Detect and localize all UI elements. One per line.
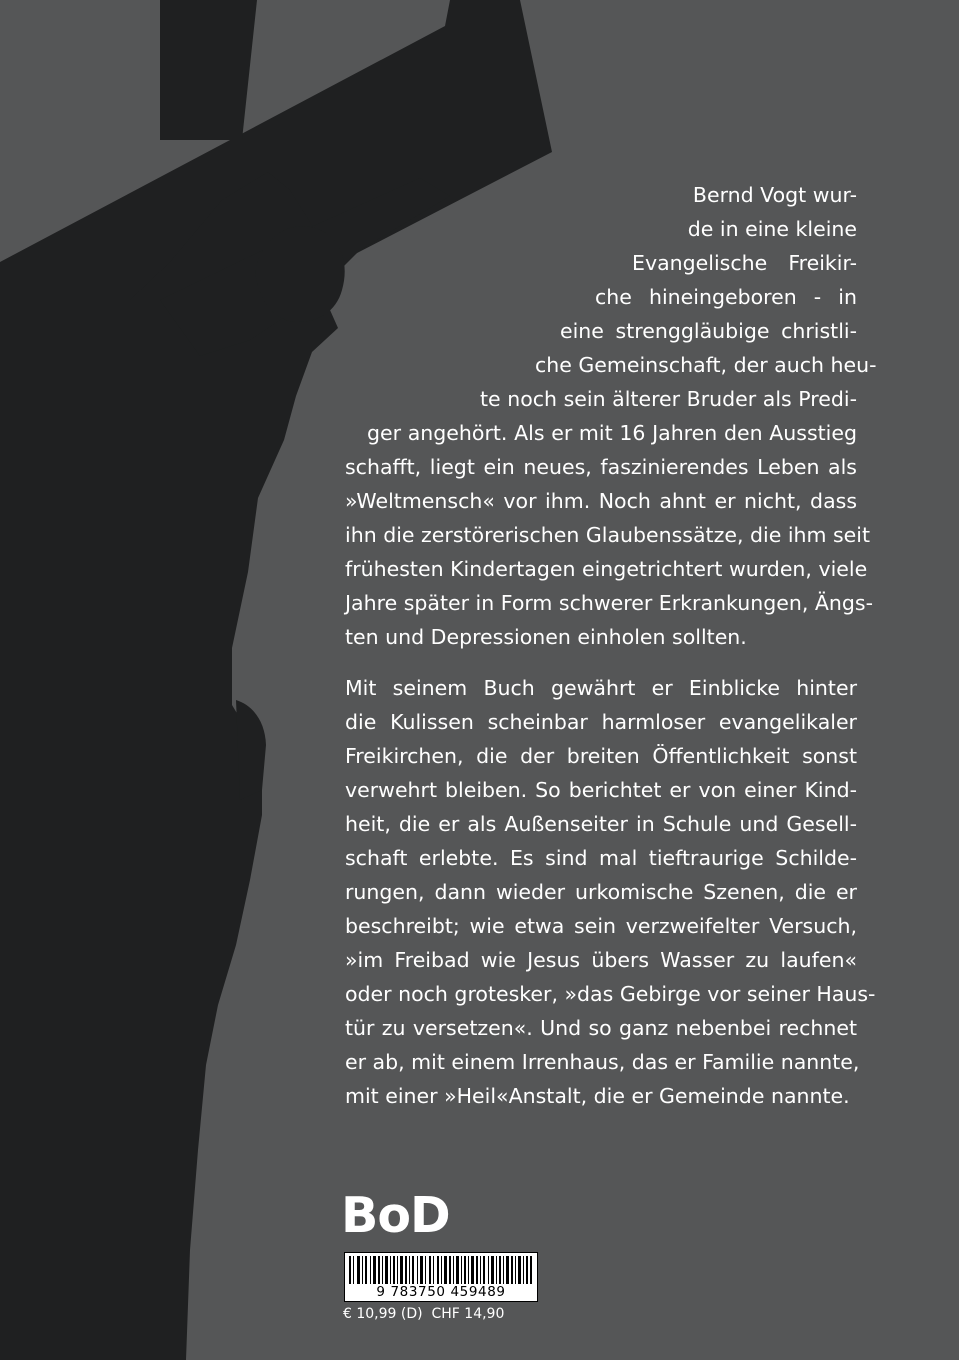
text-line: Bernd Vogt wur- (692, 183, 857, 207)
text-line: »im Freibad wie Jesus übers Wasser zu laufen« (345, 948, 857, 972)
isbn-barcode (344, 1252, 538, 1302)
text-line: eine strenggläubige christli- (560, 319, 857, 343)
text-line: frühesten Kindertagen eingetrichtert wurden, viele (345, 557, 868, 581)
text-line: oder noch grotesker, »das Gebirge vor seiner Haus- (345, 982, 876, 1006)
text-line: che hineingeboren - in (595, 285, 857, 309)
text-line: verwehrt bleiben. So berichtet er von einer Kind- (345, 778, 857, 802)
blurb-paragraph-2 (345, 671, 876, 1113)
text-line: te noch sein älterer Bruder als Predi- (480, 387, 857, 411)
text-line: »Weltmensch« vor ihm. Noch ahnt er nicht, dass (345, 489, 857, 513)
text-line: mit einer »Heil«Anstalt, die er Gemeinde nannte. (345, 1084, 850, 1108)
isbn-number: 9 783750 459489 (376, 1284, 506, 1300)
price-label: € 10,99 (D) CHF 14,90 (343, 1306, 505, 1322)
text-line: ten und Depressionen einholen sollten. (345, 625, 747, 649)
text-line: heit, die er als Außenseiter in Schule und Gesell- (345, 812, 857, 836)
text-line: rungen, dann wieder urkomische Szenen, die er (345, 880, 857, 904)
text-line: Evangelische Freikir- (632, 251, 857, 275)
barcode-bars-icon (349, 1256, 533, 1284)
text-line: che Gemeinschaft, der auch heu- (535, 353, 877, 377)
publisher-logo: BoD (341, 1187, 450, 1244)
text-line: de in eine kleine (687, 217, 857, 241)
text-line: beschreibt; wie etwa sein verzweifelter Versuch, (345, 914, 857, 938)
text-line: Freikirchen, die der breiten Öffentlichkeit sonst (345, 744, 857, 768)
blurb-paragraph-1 (345, 178, 877, 654)
back-cover-blurb (345, 178, 877, 1113)
text-line: tür zu versetzen«. Und so ganz nebenbei rechnet (345, 1016, 857, 1040)
text-line: schaft erlebte. Es sind mal tieftraurige Schilde- (345, 846, 857, 870)
text-line: schafft, liegt ein neues, faszinierendes Leben als (345, 455, 857, 479)
text-line: ihn die zerstörerischen Glaubenssätze, die ihm seit (345, 523, 871, 547)
text-line: die Kulissen scheinbar harmloser evangelikaler (345, 710, 857, 734)
text-line: Jahre später in Form schwerer Erkrankungen, Ängs- (345, 591, 873, 615)
text-line: er ab, mit einem Irrenhaus, das er Familie nannte, (345, 1050, 860, 1074)
text-line: ger angehört. Als er mit 16 Jahren den Ausstieg (367, 421, 857, 445)
text-line: Mit seinem Buch gewährt er Einblicke hinter (345, 676, 857, 700)
